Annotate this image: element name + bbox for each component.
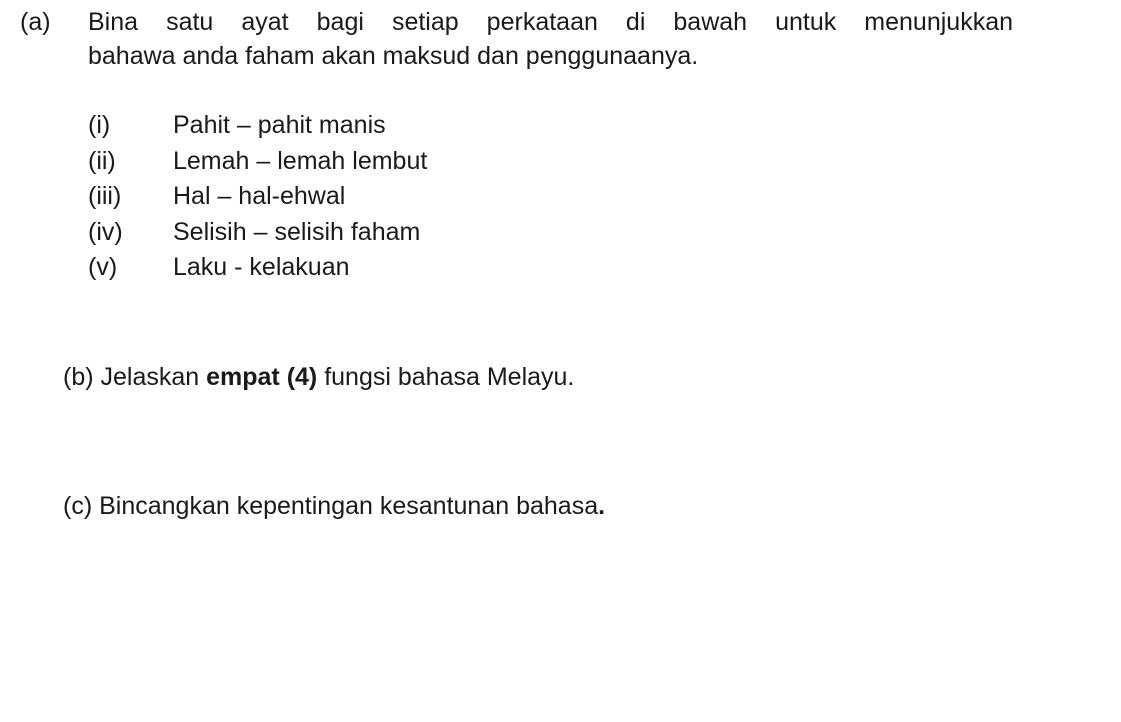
question-a-label: (a)	[20, 8, 51, 36]
item-word: Hal – hal-ehwal	[173, 182, 346, 210]
question-c	[63, 489, 605, 523]
question-a-word-list	[88, 108, 427, 286]
list-item	[88, 144, 427, 180]
question-a-instruction	[88, 5, 1013, 73]
list-item	[88, 179, 427, 215]
question-a-line-1: Bina satu ayat bagi setiap perkataan di bawah untuk menunjukkan	[88, 8, 1013, 36]
question-a-line-2: bahawa anda faham akan maksud dan penggunaanya.	[88, 42, 699, 70]
item-number: (ii)	[88, 146, 116, 175]
question-b-emphasis: empat (4)	[206, 363, 318, 391]
question-b-suffix: fungsi bahasa Melayu.	[317, 363, 575, 391]
item-word: Selisih – selisih faham	[173, 217, 421, 246]
item-word: Lemah – lemah lembut	[173, 146, 428, 175]
list-item	[88, 250, 427, 286]
question-c-text: (c) Bincangkan kepentingan kesantunan bahasa	[63, 492, 599, 520]
item-number: (iii)	[88, 182, 122, 210]
item-number: (v)	[88, 253, 118, 281]
item-number: (i)	[88, 111, 111, 139]
list-item	[88, 215, 427, 251]
question-c-period: .	[598, 492, 606, 520]
list-item	[88, 108, 427, 144]
item-word: Pahit – pahit manis	[173, 111, 386, 139]
item-word: Laku - kelakuan	[173, 253, 350, 281]
question-b-prefix: (b) Jelaskan	[63, 363, 207, 391]
question-b	[63, 360, 574, 394]
item-number: (iv)	[88, 217, 123, 246]
